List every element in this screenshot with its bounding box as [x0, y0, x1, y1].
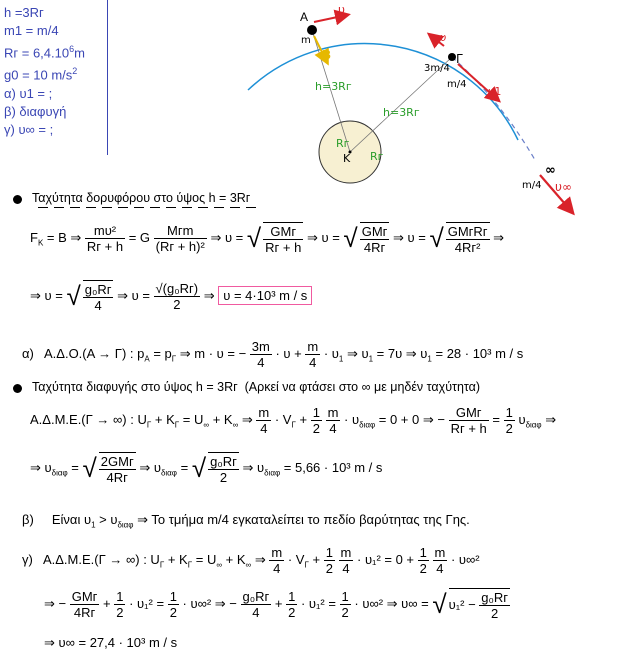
- given-divider: [107, 0, 108, 155]
- bullet-1: [13, 195, 22, 204]
- question-a: α) υ1 = ;: [4, 85, 53, 101]
- answer-box: υ = 4·10³ m / s: [218, 286, 312, 305]
- label-k: K: [343, 152, 351, 165]
- given-g0: g0 = 10 $m/s^2$: [4, 66, 78, 83]
- sec1-line2: ⇒ υ = √ $\frac{\text{g₀Rг}}{4}$ ⇒ υ = $\frac{\text{√(g₀Rг)}}{2}$ ⇒ υ = 4·10³ m / s: [30, 280, 312, 313]
- sec-c-line2: ⇒ − $\frac{\text{GMг}}{4Rг}$ + $\frac{1}{2}$ · υ₁² = $\frac{1}{2}$ · υ∞² ⇒ − $\frac{\text{g₀Rг}}{4}$ + $\frac{1}{2}$ · υ₁² = $\frac{1}{2}$ · υ∞² ⇒ υ∞ = √ υ₁² − $\frac{\text{g₀Rг}}{2}$: [44, 589, 509, 621]
- sec1-line1: $F_K = B$ ⇒ $\frac{\text{mυ²}}{Rг + h}$ = G $\frac{\text{Mгm}}{\text{(Rг + h)²}}$ ⇒ υ = √ $\frac{\text{GMг}}{Rг + h}$ ⇒ υ = √ $\frac{\text{GMг}}{4Rг}$ ⇒ υ = √ $\frac{\text{GMгRг}}{\text{4Rг²}}$ ⇒: [30, 223, 505, 255]
- given-block: [4, 4, 85, 139]
- given-h: h =3Rг: [4, 5, 44, 20]
- label-h1: h=3Rг: [315, 80, 352, 93]
- sec-c-line1: γ) Α.Δ.Μ.Ε.(Γ → ∞) : $U_\Gamma + K_\Gamma = U_\infty + K_\infty$ ⇒ $\frac{m}{4}$ · $V_\Gamma$ + $\frac{1}{2}$ $\frac{m}{4}$ · υ₁² = 0 + $\frac{1}{2}$ $\frac{m}{4}$ · υ∞²: [22, 545, 480, 576]
- sec2-line2: ⇒ $\upsilon_{\delta\iota\alpha\varphi}$ = √ $\frac{\text{2GMг}}{4Rг}$ ⇒ $\upsilon_{\delta\iota\alpha\varphi}$ = √ $\frac{\text{g₀Rг}}{2}$ ⇒ $\upsilon_{\delta\iota\alpha\varphi} = 5,66 \cdot 10^3$ m / s: [30, 453, 383, 485]
- sec-b-line: β) Είναι $\upsilon_1 > \upsilon_{\delta\iota\alpha\varphi}$ ⇒ Το τμήμα m/4 εγκαταλείπει το πεδίο βαρύτητας της Γης.: [22, 512, 470, 530]
- given-m1: m1 = m/4: [4, 23, 59, 38]
- question-b: β) διαφυγή: [4, 103, 67, 119]
- label-u-g: υ: [440, 31, 447, 44]
- label-rg2: Rг: [370, 150, 384, 163]
- question-c: γ) υ∞ = ;: [4, 121, 54, 137]
- label-rg1: Rг: [336, 137, 350, 150]
- label-b: B: [322, 48, 332, 62]
- sec-c-line3: ⇒ υ∞ = 27,4 · 10³ m / s: [44, 635, 178, 650]
- section1-header: Ταχύτητα δορυφόρου στο ύψος h = 3Rг: [32, 191, 251, 205]
- sec-a-line: α) Α.Δ.Ο.(Α → Γ) : $p_A = p_\Gamma$ ⇒ m · υ = − $\frac{3m}{4}$ · υ + $\frac{m}{4}$ · $\upsilon_1$ ⇒ $\upsilon_1 = 7\upsilon$ ⇒ $\upsilon_1 = 28 \cdot 10^3$ m / s: [22, 339, 524, 370]
- label-inf: ∞: [545, 163, 556, 178]
- label-u1: υ1: [488, 85, 502, 98]
- label-m4a: m/4: [447, 79, 467, 90]
- given-rg: Rг = $6,4.10^6m$: [4, 44, 85, 61]
- label-3m4: 3m/4: [424, 63, 450, 74]
- section2-note: (Αρκεί να φτάσει στο ∞ με μηδέν ταχύτητα): [244, 380, 481, 394]
- point-a: [307, 25, 317, 35]
- label-a: A: [300, 10, 309, 24]
- label-m: m: [301, 35, 311, 46]
- section2-header: Ταχύτητα διαφυγής στο ύψος h = 3Rг (Αρκεί να φτάσει στο ∞ με μηδέν ταχύτητα): [32, 380, 481, 394]
- label-m4b: m/4: [522, 180, 542, 191]
- orbit-arc: [248, 44, 518, 140]
- label-u-top: υ: [338, 3, 345, 17]
- label-g: Г: [456, 52, 464, 66]
- point-g: [448, 53, 456, 61]
- sec2-line1: Α.Δ.Μ.Ε.(Γ → ∞) : $U_\Gamma + K_\Gamma = U_\infty + K_\infty$ ⇒ $\frac{m}{4}$ · $V_\Gamma$ + $\frac{1}{2}$ $\frac{m}{4}$ · $\upsilon_{\delta\iota\alpha\varphi} = 0 + 0$ ⇒ − $\frac{\text{GMг}}{Rг + h}$ = $\frac{1}{2}$ $\upsilon_{\delta\iota\alpha\varphi}$ ⇒: [30, 405, 557, 436]
- label-h2: h=3Rг: [383, 106, 420, 119]
- bullet-2: [13, 384, 22, 393]
- label-uinf: υ∞: [555, 180, 572, 194]
- escape-trajectory: [452, 57, 535, 160]
